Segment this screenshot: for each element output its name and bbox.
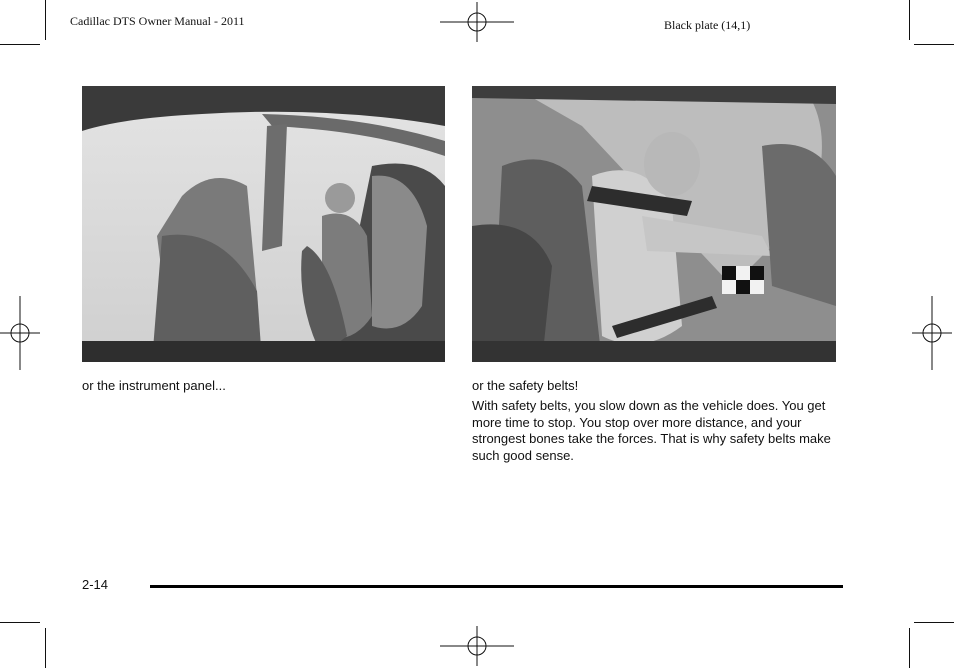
registration-mark-bottom: [440, 626, 514, 666]
crop-mark: [909, 0, 910, 40]
footer-rule: [150, 585, 843, 588]
instrument-panel-caption: or the instrument panel...: [82, 378, 226, 393]
manual-title: Cadillac DTS Owner Manual - 2011: [70, 14, 245, 28]
crop-mark: [914, 622, 954, 623]
page-number: 2-14: [82, 577, 109, 592]
registration-mark-right: [912, 296, 952, 370]
registration-mark-left: [0, 296, 40, 370]
crop-mark: [914, 44, 954, 45]
crop-mark: [909, 628, 910, 668]
crop-mark: [45, 628, 46, 668]
safety-belts-caption: or the safety belts!: [472, 378, 579, 393]
plate-label: Black plate (14,1): [664, 18, 751, 32]
instrument-panel-crash-photo: [82, 86, 445, 362]
crop-mark: [0, 622, 40, 623]
crop-mark: [0, 44, 40, 45]
registration-mark-top: [440, 2, 514, 42]
crop-mark: [45, 0, 46, 40]
safety-belts-paragraph: With safety belts, you slow down as the vehicle does. You get more time to stop. You stop over more distance, and your strongest bones take the forces. That is why safety belts make such good sense.: [472, 398, 831, 463]
safety-belt-crash-photo: [472, 86, 836, 362]
